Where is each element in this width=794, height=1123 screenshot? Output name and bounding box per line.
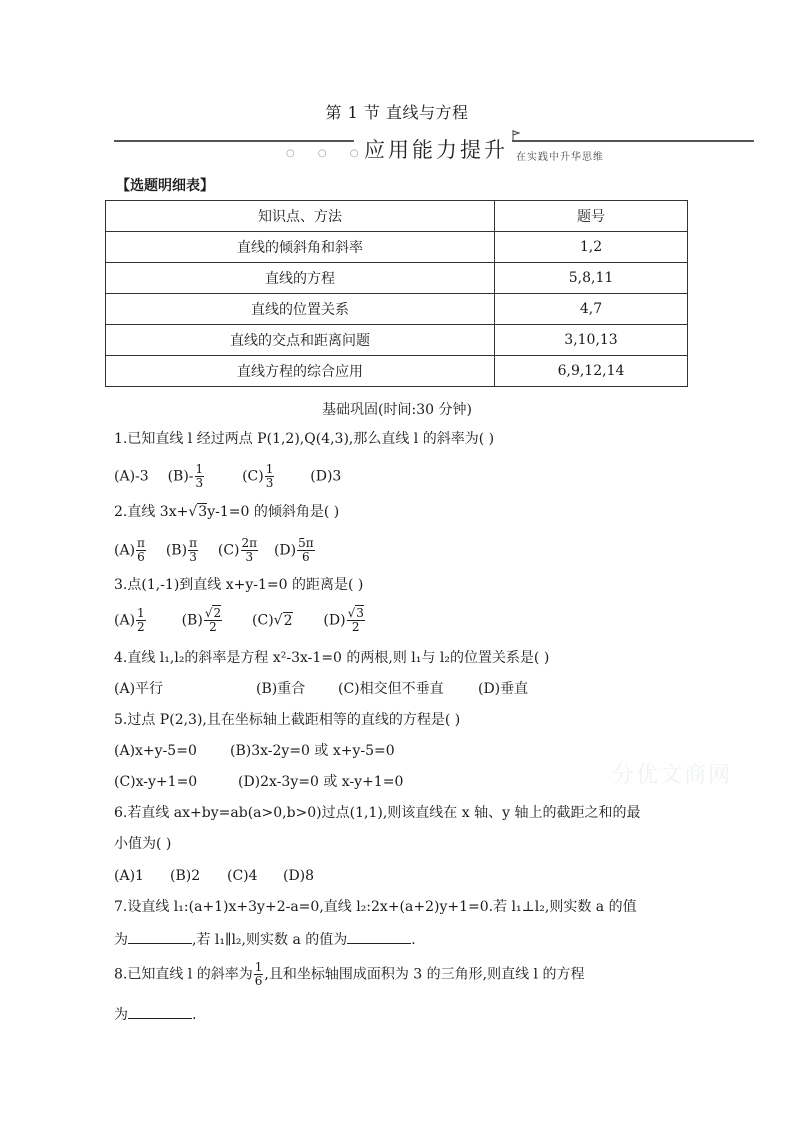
sqrt-radicand: 2 (283, 612, 293, 629)
fraction-numerator: √3 (347, 606, 364, 620)
banner-subtitle: 在实践中升华思维 (516, 152, 604, 163)
fraction-denominator: 2 (137, 620, 145, 634)
stem-text: y-1=0 的倾斜角是( ) (207, 504, 340, 520)
question-4-stem: 4.直线 l₁,l₂的斜率是方程 x²-3x-1=0 的两根,则 l₁与 l₂的位置关系是( ) (114, 650, 550, 666)
sqrt-radicand: 3 (356, 606, 364, 620)
question-1-stem: 1.已知直线 l 经过两点 P(1,2),Q(4,3),那么直线 l 的斜率为( ) (114, 431, 495, 447)
table-row (106, 356, 688, 387)
table-header-cell: 题号 (495, 201, 688, 232)
answer-blank-2[interactable] (347, 929, 411, 944)
option-b-label: (B) (165, 542, 188, 559)
table-row (106, 294, 688, 325)
question-6-option-b: (B)2 (170, 868, 201, 884)
question-5-stem: 5.过点 P(2,3),且在坐标轴上截距相等的直线的方程是( ) (114, 712, 461, 728)
question-2-options (114, 537, 316, 564)
fraction-numerator: 1 (254, 960, 263, 974)
table-cell: 直线的交点和距离问题 (106, 325, 495, 356)
option-c-fraction (241, 537, 259, 564)
question-4-option-a: (A)平行 (114, 681, 164, 697)
table-cell: 6,9,12,14 (495, 356, 688, 387)
stem-text: 8.已知直线 l 的斜率为 (114, 966, 253, 983)
fraction-numerator: √2 (204, 606, 222, 620)
fraction-denominator: 3 (245, 550, 254, 564)
stem-text: ,且和坐标轴围成面积为 3 的三角形,则直线 l 的方程 (264, 966, 585, 983)
option-b-fraction (204, 607, 222, 634)
fraction-denominator: 6 (137, 550, 145, 564)
table-cell: 1,2 (495, 232, 688, 263)
question-7-stem-line2 (114, 929, 416, 950)
question-8-stem-line2 (114, 1004, 196, 1025)
option-a-fraction (136, 607, 146, 634)
option-a-label: (A) (114, 612, 136, 629)
circle-decoration-icon: ○ ○ ○ (286, 148, 369, 159)
option-a-label: (A) (114, 542, 136, 559)
fraction-numerator: 1 (137, 606, 145, 620)
table-row (106, 232, 688, 263)
fraction-numerator: 5π (298, 536, 314, 550)
fraction-denominator: 2 (351, 620, 360, 634)
table-cell: 4,7 (495, 294, 688, 325)
question-6-option-c: (C)4 (227, 868, 258, 884)
table-cell: 直线方程的综合应用 (106, 356, 495, 387)
question-5-option-c: (C)x-y+1=0 (114, 774, 198, 790)
stem-text: 为 (114, 1007, 128, 1023)
option-c-fraction (265, 463, 275, 490)
question-3-stem: 3.点(1,-1)到直线 x+y-1=0 的距离是( ) (114, 577, 364, 593)
stem-text: ,若 l₁∥l₂,则实数 a 的值为 (192, 932, 348, 948)
option-b-fraction (195, 463, 205, 490)
option-d-fraction (347, 607, 365, 634)
option-a: (A)-3 (114, 468, 149, 485)
table-header-cell: 知识点、方法 (106, 201, 495, 232)
table-cell: 直线的倾斜角和斜率 (106, 232, 495, 263)
option-c-label: (C) (217, 542, 240, 559)
table-header-row (106, 201, 688, 232)
option-d: (D)3 (310, 468, 342, 485)
banner-title: 应用能力提升 (364, 138, 508, 162)
slope-fraction (254, 961, 264, 988)
question-5-option-d: (D)2x-3y=0 或 x-y+1=0 (238, 774, 404, 790)
option-d-label: (D) (323, 612, 346, 629)
banner-rule-left (114, 140, 354, 142)
sqrt-radicand: 2 (213, 606, 222, 620)
option-d-fraction (297, 537, 315, 564)
fraction-numerator: π (189, 536, 197, 550)
table-cell: 直线的方程 (106, 263, 495, 294)
stem-text: . (411, 932, 416, 948)
option-b-fraction (188, 537, 198, 564)
fraction-denominator: 3 (195, 476, 204, 490)
stem-text: 2.直线 3x+ (114, 504, 189, 520)
answer-blank-1[interactable] (128, 929, 192, 944)
answer-blank[interactable] (128, 1004, 192, 1019)
table-cell: 直线的位置关系 (106, 294, 495, 325)
detail-table (105, 200, 688, 387)
question-6-stem-line2: 小值为( ) (114, 836, 172, 852)
option-a-fraction (136, 537, 146, 564)
question-8-stem-line1 (114, 961, 584, 988)
fraction-denominator: 3 (265, 476, 274, 490)
question-4-option-b: (B)重合 (256, 681, 306, 697)
question-6-option-a: (A)1 (114, 868, 144, 884)
fraction-denominator: 2 (209, 620, 217, 634)
fraction-denominator: 6 (302, 550, 310, 564)
table-cell: 5,8,11 (495, 263, 688, 294)
flag-icon (512, 130, 520, 140)
question-3-options: (A) $\frac{1}{2}$ (B) $\frac{√2}{2}$ (C)√2 (D) $\frac{√3}{2}$ (114, 606, 364, 634)
table-cell: 3,10,13 (495, 325, 688, 356)
fraction-numerator: 2π (241, 536, 258, 550)
option-c-label: (C) (252, 612, 274, 629)
sqrt-radicand: 3 (198, 504, 208, 520)
question-5-option-a: (A)x+y-5=0 (114, 743, 197, 759)
practice-subheader: 基础巩固(时间:30 分钟) (322, 402, 472, 418)
fraction-numerator: 1 (195, 462, 204, 476)
watermark: 分优文商网 (612, 763, 733, 788)
option-b-label: (B) (181, 612, 203, 629)
fraction-denominator: 3 (189, 550, 197, 564)
table-row (106, 325, 688, 356)
detail-table-label: 【选题明细表】 (116, 178, 214, 194)
section-title: 第 1 节 直线与方程 (325, 103, 469, 122)
question-2-stem: 2.直线 3x+√3y-1=0 的倾斜角是( ) (114, 504, 340, 520)
question-6-stem-line1: 6.若直线 ax+by=ab(a>0,b>0)过点(1,1),则该直线在 x 轴、y 轴上的截距之和的最 (114, 805, 641, 821)
fraction-numerator: 1 (265, 462, 274, 476)
stem-text: . (192, 1007, 197, 1023)
table-row (106, 263, 688, 294)
question-4-option-d: (D)垂直 (478, 681, 529, 697)
question-6-option-d: (D)8 (283, 868, 315, 884)
option-c-label: (C) (242, 468, 264, 485)
option-b-label: (B)- (167, 468, 194, 485)
question-4-option-c: (C)相交但不垂直 (338, 681, 444, 697)
question-1-options (114, 463, 341, 490)
question-7-stem-line1: 7.设直线 l₁:(a+1)x+3y+2-a=0,直线 l₂:2x+(a+2)y+1=0.若 l₁⊥l₂,则实数 a 的值 (114, 899, 637, 915)
stem-text: 为 (114, 932, 128, 948)
banner-rule-right (512, 140, 754, 142)
option-d-label: (D) (273, 542, 297, 559)
question-5-option-b: (B)3x-2y=0 或 x+y-5=0 (230, 743, 395, 759)
fraction-denominator: 6 (254, 974, 263, 988)
fraction-numerator: π (137, 536, 145, 550)
